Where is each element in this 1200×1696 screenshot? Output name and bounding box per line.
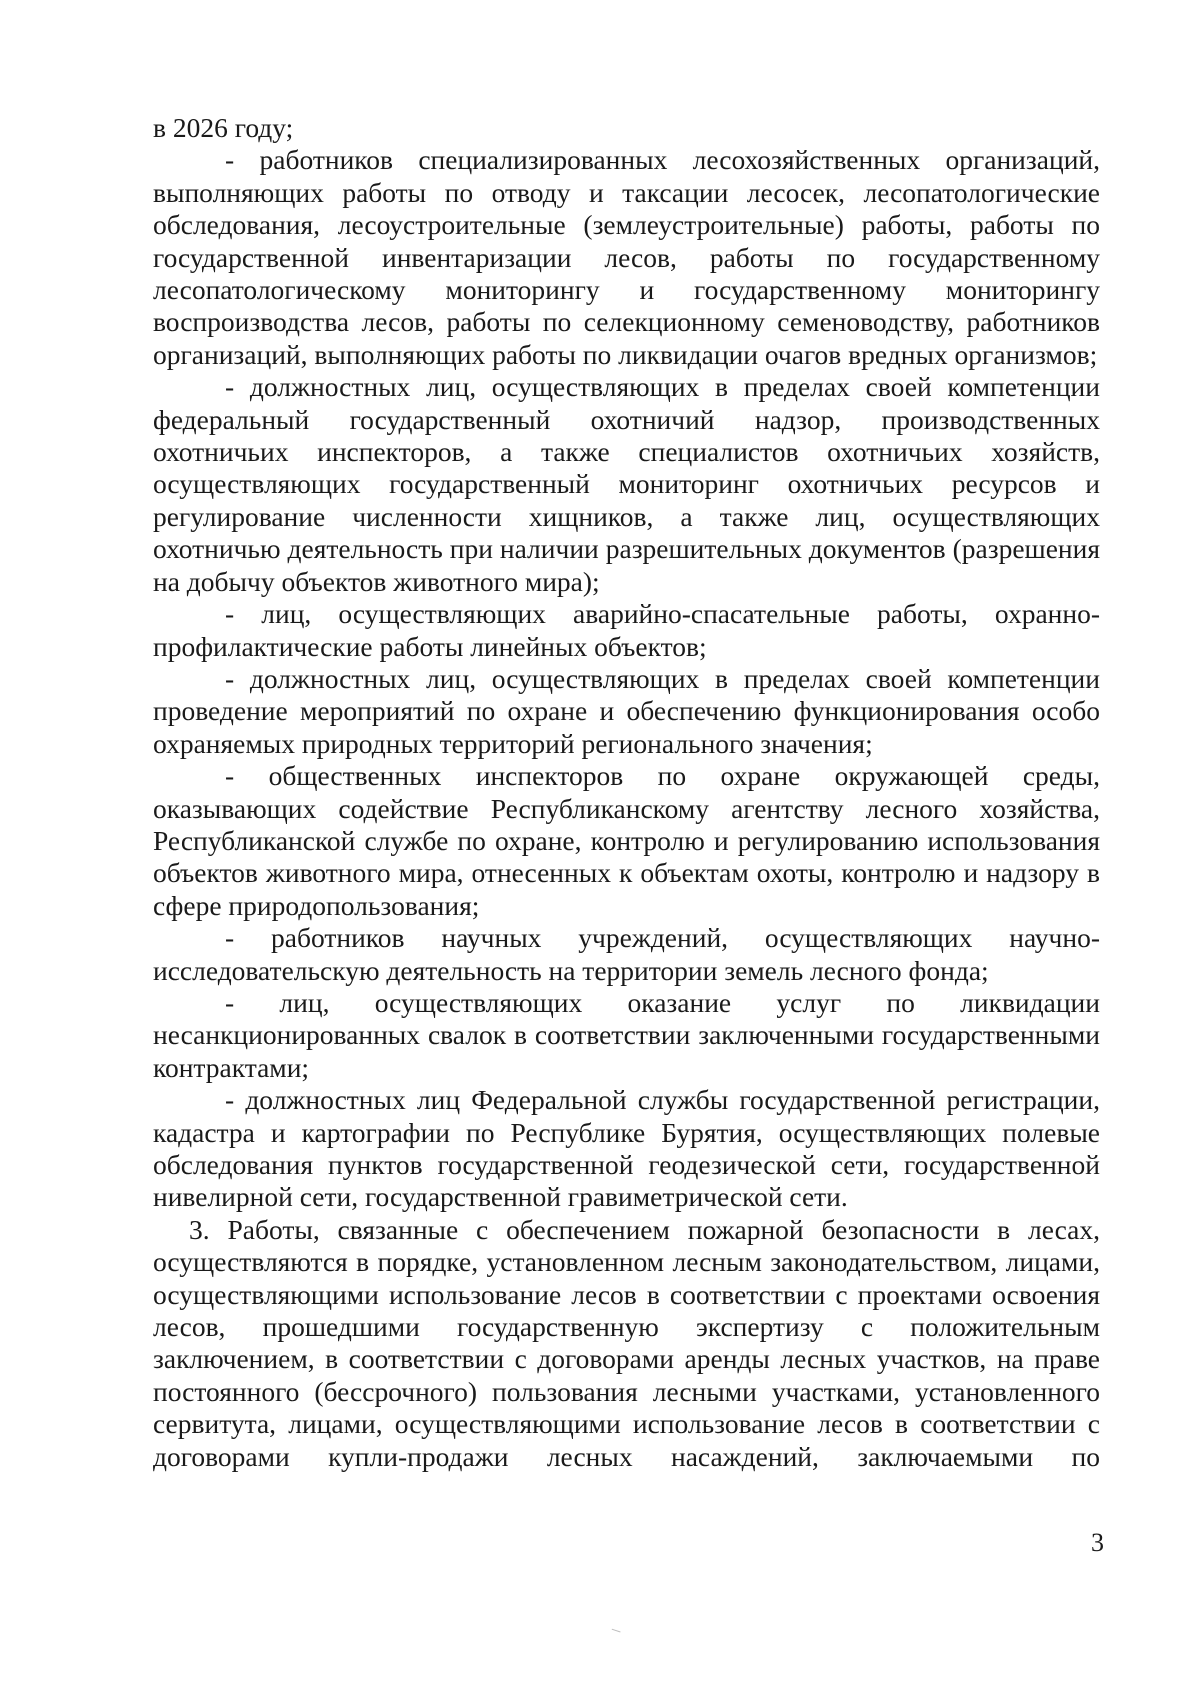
text-line-year: в 2026 году; bbox=[153, 112, 294, 143]
list-item-public-inspectors: - общественных инспекторов по охране окружающей среды, оказывающих содействие Республиканскому агентству лесного хозяйства, Республиканской службе по охране, контролю и регулированию использования объектов животного мира, отнесенных к объектам охоты, контролю и надзору в сфере природопользования; bbox=[153, 760, 1100, 921]
list-item-rescue-workers: - лиц, осуществляющих аварийно-спасательные работы, охранно-профилактические работы линейных объектов; bbox=[153, 598, 1100, 662]
document-body bbox=[153, 112, 1100, 1473]
list-item-hunting-officials: - должностных лиц, осуществляющих в пределах своей компетенции федеральный государственный охотничий надзор, производственных охотничьих инспекторов, а также специалистов охотничьих хозяйств, осуществляющих государственный мониторинг охотничьих ресурсов и регулирование численности хищников, а также лиц, осуществляющих охотничью деятельность при наличии разрешительных документов (разрешения на добычу объектов животного мира); bbox=[153, 371, 1100, 597]
list-item-forestry-workers: - работников специализированных лесохозяйственных организаций, выполняющих работы по отводу и таксации лесосек, лесопатологические обследования, лесоустроительные (землеустроительные) работы, работы по государственной инвентаризации лесов, работы по государственному лесопатологическому мониторингу и государственному мониторингу воспроизводства лесов, работы по селекционному семеноводству, работников организаций, выполняющих работы по ликвидации очагов вредных организмов; bbox=[153, 144, 1100, 370]
list-item-cadastre-officials: - должностных лиц Федеральной службы государственной регистрации, кадастра и картографии по Республике Бурятия, осуществляющих полевые обследования пунктов государственной геодезической сети, государственной нивелирной сети, государственной гравиметрической сети. bbox=[153, 1084, 1100, 1213]
paragraph-fire-safety: 3. Работы, связанные с обеспечением пожарной безопасности в лесах, осуществляются в порядке, установленном лесным законодательством, лицами, осуществляющими использование лесов в соответствии с проектами освоения лесов, прошедшими государственную экспертизу с положительным заключением, в соответствии с договорами аренды лесных участков, на праве постоянного (бессрочного) пользования лесными участками, установленного сервитута, лицами, осуществляющими использование лесов в соответствии с договорами купли-продажи лесных насаждений, заключаемыми по bbox=[153, 1213, 1100, 1472]
list-item-landfill-contractors: - лиц, осуществляющих оказание услуг по ликвидации несанкционированных свалок в соответствии заключенными государственными контрактами; bbox=[153, 986, 1100, 1083]
scan-mark bbox=[610, 1629, 620, 1637]
list-item-protected-areas-officials: - должностных лиц, осуществляющих в пределах своей компетенции проведение мероприятий по охране и обеспечению функционирования особо охраняемых природных территорий регионального значения; bbox=[153, 662, 1100, 759]
page-number: 3 bbox=[1091, 1528, 1104, 1557]
list-item-research-workers: - работников научных учреждений, осуществляющих научно-исследовательскую деятельность на территории земель лесного фонда; bbox=[153, 922, 1100, 986]
